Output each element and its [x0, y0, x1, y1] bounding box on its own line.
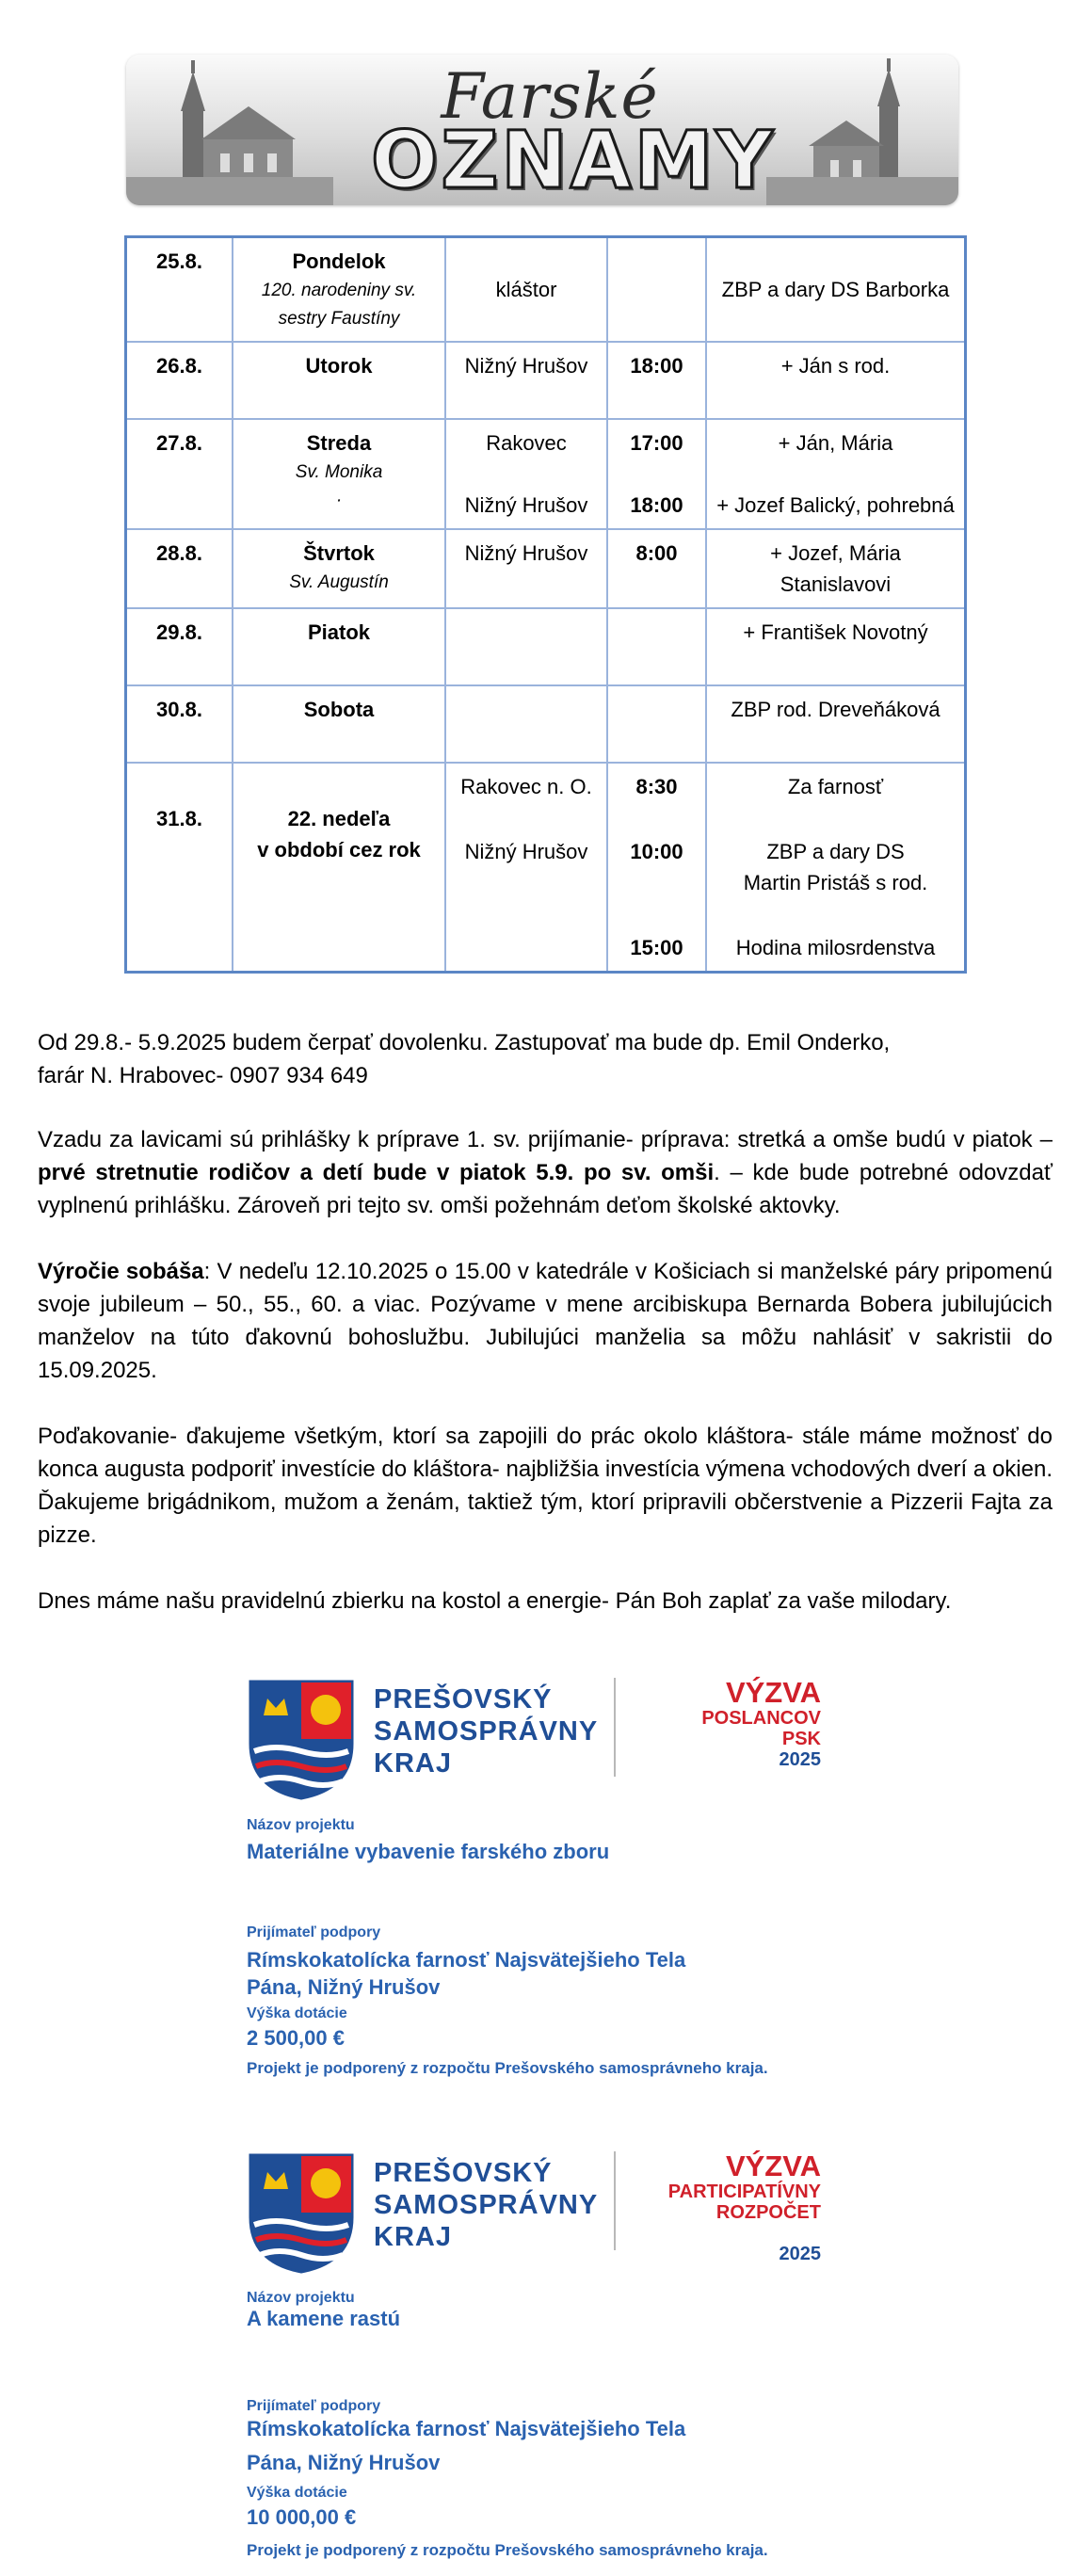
intention-1: Za farnosť: [787, 775, 884, 798]
recipient-label: Prijímateľ podpory: [247, 1924, 381, 1940]
intention-cell: + František Novotný: [706, 608, 966, 685]
psk-name: [374, 2157, 598, 2253]
mass-schedule-table: [124, 235, 967, 974]
intention-cell: ZBP rod. Dreveňáková: [706, 685, 966, 763]
support-footer: Projekt je podporený z rozpočtu Prešovského samosprávneho kraja.: [247, 2541, 768, 2559]
intention-1: + Ján, Mária: [778, 431, 893, 455]
logo-divider: [614, 1678, 616, 1777]
intention-cell: [706, 763, 966, 973]
place-cell: [445, 685, 607, 763]
project-label: Názov projektu: [247, 1817, 355, 1833]
project-name: A kamene rastú: [247, 2307, 401, 2330]
psk-name-line-2: SAMOSPRÁVNY: [374, 1716, 599, 1747]
day-name: Pondelok: [292, 250, 386, 273]
psk-grant-logo-1: [247, 1678, 830, 2083]
time-cell: 8:00: [607, 529, 706, 608]
place-cell: [445, 763, 607, 973]
intention-cell: [706, 419, 966, 529]
time-1: 8:30: [635, 775, 678, 798]
intention-3: Martin Pristáš s rod.: [743, 871, 928, 894]
table-row: [126, 342, 966, 419]
vyzva-year: 2025: [779, 2244, 821, 2264]
day-name: Utorok: [305, 354, 373, 378]
support-footer: Projekt je podporený z rozpočtu Prešovského samosprávneho kraja.: [247, 2059, 768, 2077]
table-row: [126, 608, 966, 685]
anniversary-text: : V nedeľu 12.10.2025 o 15.00 v katedrále v Košiciach si manželské páry pripomenú svoje jubileum – 50., 55., 60. a viac. Pozývame v mene arcibiskupa Bernarda Bobera jubilujúcich manželov na túto ďakovnú bohoslužbu. Jubilujúci manželia sa môžu nahlásiť v sakristii do 15.09.2025.: [38, 1259, 1053, 1383]
place-1: Rakovec n. O.: [460, 775, 592, 798]
psk-name-line-3: KRAJ: [374, 1748, 452, 1779]
day-cell: [233, 763, 445, 973]
date-cell: 28.8.: [126, 529, 233, 608]
day-name: Piatok: [307, 620, 371, 644]
time-cell: [607, 763, 706, 973]
communion-text-b: . – kde bude potrebné odovzdať vyplnenú prihlášku. Zároveň pri tejto sv. omši požehnám deťom školské aktovky.: [38, 1160, 1053, 1218]
table-row: [126, 529, 966, 608]
time-cell: [607, 608, 706, 685]
date-cell: 27.8.: [126, 419, 233, 529]
day-note: Sv. Augustín: [289, 572, 389, 592]
time-3: 15:00: [630, 936, 683, 959]
banner-title-script: Farské: [441, 60, 659, 133]
communion-text-a: Vzadu za lavicami sú prihlášky k príprave 1. sv. prijímanie- príprava: stretká a omše budú v piatok –: [38, 1127, 1053, 1152]
day-cell: [233, 419, 445, 529]
vyzva-label: [623, 2151, 821, 2264]
place-2: Nižný Hrušov: [464, 840, 588, 863]
recipient-line-1: Rímskokatolícka farnosť Najsvätejšieho Tela: [247, 1948, 686, 1972]
day-cell: [233, 237, 445, 343]
day-name: Štvrtok: [303, 541, 375, 565]
vacation-line-2: farár N. Hrabovec- 0907 934 649: [38, 1063, 368, 1088]
day-note: 120. narodeniny sv. sestry Faustíny: [261, 281, 417, 329]
intention-cell: + Ján s rod.: [706, 342, 966, 419]
amount-label: Výška dotácie: [247, 2005, 347, 2021]
psk-name-line-1: PREŠOVSKÝ: [374, 2158, 553, 2188]
psk-crest-icon: [247, 1678, 356, 1800]
place-cell: Nižný Hrušov: [445, 529, 607, 608]
intention-2: + Jozef Balický, pohrebná: [716, 493, 955, 517]
time-cell: [607, 685, 706, 763]
table-row: [126, 685, 966, 763]
vyzva-line-2: POSLANCOV: [701, 1708, 821, 1729]
table-row: [126, 763, 966, 973]
day-cell: [233, 529, 445, 608]
date-cell: 30.8.: [126, 685, 233, 763]
psk-name-line-1: PREŠOVSKÝ: [374, 1684, 553, 1715]
time-cell: [607, 419, 706, 529]
day-note-2: ·: [335, 491, 343, 510]
day-note: Sv. Monika: [295, 462, 383, 482]
recipient-line-2: Pána, Nižný Hrušov: [247, 2451, 441, 2474]
recipient-line-1: Rímskokatolícka farnosť Najsvätejšieho Tela: [247, 2417, 686, 2440]
intention-2: ZBP a dary DS: [766, 840, 905, 863]
place-2: Nižný Hrušov: [464, 493, 588, 517]
header-banner: [126, 55, 958, 205]
psk-name-line-3: KRAJ: [374, 2222, 452, 2252]
date-cell: 26.8.: [126, 342, 233, 419]
project-name: Materiálne vybavenie farského zboru: [247, 1840, 610, 1863]
intention-4: Hodina milosrdenstva: [735, 936, 936, 959]
amount-value: 10 000,00 €: [247, 2505, 357, 2529]
psk-crest-icon: [247, 2151, 356, 2274]
announcement-thanks: Poďakovanie- ďakujeme všetkým, ktorí sa zapojili do prác okolo kláštora- stále máme možnosť do konca augusta podporiť investície do kláštora- najbližšia investícia výmena vchodových dverí a okien. Ďakujeme brigádnikom, mužom a ženám, taktiež tým, ktorí pripravili občerstvenie a Pizzerii Fajta za pizze.: [38, 1424, 1053, 1548]
time-cell: [607, 237, 706, 343]
day-name: Sobota: [303, 698, 375, 721]
project-label: Názov projektu: [247, 2290, 355, 2306]
time-cell: 18:00: [607, 342, 706, 419]
vyzva-line-3: PSK: [781, 1729, 821, 1749]
date-cell: 25.8.: [126, 237, 233, 343]
day-name: 22. nedeľa: [287, 807, 391, 830]
vyzva-label: [623, 1678, 821, 1770]
vyzva-year: 2025: [779, 1749, 821, 1770]
vyzva-title: VÝZVA: [725, 1676, 821, 1709]
anniversary-heading: Výročie sobáša: [38, 1259, 204, 1284]
day-name: Streda: [306, 431, 372, 455]
time-1: 17:00: [630, 431, 683, 455]
vacation-line-1: Od 29.8.- 5.9.2025 budem čerpať dovolenku. Zastupovať ma bude dp. Emil Onderko,: [38, 1030, 891, 1055]
day-name-2: v období cez rok: [257, 838, 421, 861]
psk-name-line-2: SAMOSPRÁVNY: [374, 2190, 599, 2220]
recipient-label: Prijímateľ podpory: [247, 2398, 381, 2414]
day-cell: [233, 342, 445, 419]
place-cell: [445, 608, 607, 685]
time-2: 18:00: [630, 493, 683, 517]
table-row: [126, 419, 966, 529]
amount-label: Výška dotácie: [247, 2485, 347, 2501]
communion-text-bold: prvé stretnutie rodičov a detí bude v piatok 5.9. po sv. omši: [38, 1160, 715, 1185]
banner-title-main: OZNAMY: [370, 114, 777, 205]
intention-cell: + Jozef, Mária Stanislavovi: [706, 529, 966, 608]
place-cell: [445, 419, 607, 529]
table-row: [126, 237, 966, 343]
vyzva-line-2: PARTICIPATÍVNY: [667, 2182, 821, 2202]
logo-divider: [614, 2151, 616, 2250]
announcement-vacation: [38, 1026, 1053, 1092]
recipient-line-2: Pána, Nižný Hrušov: [247, 1975, 441, 1999]
time-2: 10:00: [630, 840, 683, 863]
day-cell: [233, 685, 445, 763]
intention-cell: ZBP a dary DS Barborka: [706, 237, 966, 343]
vyzva-title: VÝZVA: [725, 2149, 821, 2182]
announcement-anniversary: [38, 1255, 1053, 1387]
place-cell: Nižný Hrušov: [445, 342, 607, 419]
place-cell: kláštor: [445, 237, 607, 343]
day-cell: [233, 608, 445, 685]
amount-value: 2 500,00 €: [247, 2026, 345, 2050]
psk-grant-logo-2: [247, 2151, 830, 2566]
date-cell: 31.8.: [126, 763, 233, 973]
announcement-first-communion: [38, 1123, 1053, 1222]
place-1: Rakovec: [486, 431, 567, 455]
psk-name: [374, 1683, 598, 1779]
date-cell: 29.8.: [126, 608, 233, 685]
vyzva-line-3: ROZPOČET: [715, 2202, 821, 2223]
announcement-collection: Dnes máme našu pravidelnú zbierku na kostol a energie- Pán Boh zaplať za vaše milodary.: [38, 1588, 952, 1614]
